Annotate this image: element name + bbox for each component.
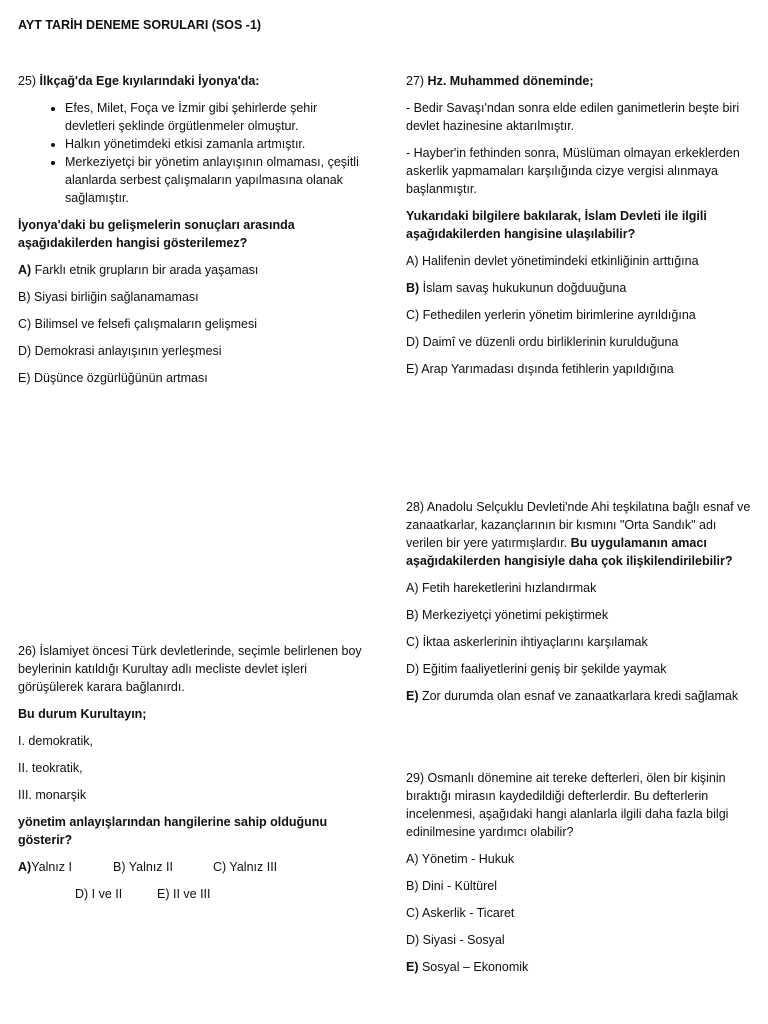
question-28 bbox=[406, 498, 751, 714]
question-25-bullets bbox=[18, 99, 363, 207]
option-a[interactable]: A) Farklı etnik grupların bir arada yaşaması bbox=[18, 263, 259, 277]
list-item: • Merkeziyetçi bir yönetim anlayışının olmaması, çeşitli alanlarda serbest çalışmaların yapılmasına olanak sağlamıştır. bbox=[65, 153, 363, 207]
option-c[interactable]: C) Bilimsel ve felsefi çalışmaların gelişmesi bbox=[18, 317, 257, 331]
option-d[interactable]: D) Siyasi - Sosyal bbox=[406, 933, 505, 947]
option-e[interactable]: E) Sosyal – Ekonomik bbox=[406, 960, 529, 974]
question-27-line-2: - Hayber'in fethinden sonra, Müslüman olmayan erkeklerden askerlik yapmamaları karşılığında cizye vergisi alınmaya başlanmıştır. bbox=[406, 146, 740, 196]
question-29-stem: 29) Osmanlı dönemine ait tereke defterleri, ölen bir kişinin bıraktığı mirasın kaydedildiği defterlerdir. Bu defterlerin incelenmesi, aşağıdaki hangi alanlarla ilgili daha fazla bilgi edinilmesine yardımcı olabilir? bbox=[406, 771, 729, 839]
option-d[interactable]: D) Eğitim faaliyetlerini geniş bir şekilde yaymak bbox=[406, 662, 667, 676]
list-item: • Halkın yönetimdeki etkisi zamanla artmıştır. bbox=[65, 135, 363, 153]
option-e[interactable]: E) Düşünce özgürlüğünün artması bbox=[18, 371, 208, 385]
question-26-stem: 26) İslamiyet öncesi Türk devletlerinde, seçimle belirlenen boy beylerinin katıldığı Kurultay adlı mecliste devlet işleri görüşülerek karara bağlanırdı. bbox=[18, 644, 362, 694]
question-26-lead: Bu durum Kurultayın; bbox=[18, 707, 147, 721]
list-item: II. teokratik, bbox=[18, 761, 83, 775]
question-26-prompt: yönetim anlayışlarından hangilerine sahip olduğunu gösterir? bbox=[18, 815, 328, 847]
option-d[interactable]: D) Daimî ve düzenli ordu birliklerinin kurulduğuna bbox=[406, 335, 679, 349]
option-c[interactable]: C) Askerlik - Ticaret bbox=[406, 906, 515, 920]
option-d[interactable]: D) Demokrasi anlayışının yerleşmesi bbox=[18, 344, 222, 358]
option-c[interactable]: C) Fethedilen yerlerin yönetim birimlerine ayrıldığına bbox=[406, 308, 696, 322]
question-26 bbox=[18, 642, 363, 912]
option-b[interactable]: B) Siyasi birliğin sağlanamaması bbox=[18, 290, 199, 304]
question-27-line-1: - Bedir Savaşı'ndan sonra elde edilen ganimetlerin beşte biri devlet hazinesine aktarılmıştır. bbox=[406, 101, 740, 133]
option-b[interactable]: B) İslam savaş hukukunun doğduuğuna bbox=[406, 281, 627, 295]
option-d[interactable]: D) I ve II bbox=[75, 887, 123, 901]
question-27-stem: 27) Hz. Muhammed döneminde; bbox=[406, 74, 594, 88]
option-c[interactable]: C) İktaa askerlerinin ihtiyaçlarını karşılamak bbox=[406, 635, 648, 649]
list-item: • Efes, Milet, Foça ve İzmir gibi şehirlerde şehir devletleri şeklinde örgütlenmeler olmuştur. bbox=[65, 99, 363, 135]
list-item: I. demokratik, bbox=[18, 734, 94, 748]
option-e[interactable]: E) II ve III bbox=[157, 887, 211, 901]
question-25-stem: 25) İlkçağ'da Ege kıyılarındaki İyonya'da: bbox=[18, 74, 260, 88]
option-b[interactable]: B) Yalnız II bbox=[113, 860, 173, 874]
option-e[interactable]: E) Arap Yarımadası dışında fetihlerin yapıldığına bbox=[406, 362, 674, 376]
question-25-prompt: İyonya'daki bu gelişmelerin sonuçları arasında aşağıdakilerden hangisi gösterilemez? bbox=[18, 218, 295, 250]
question-25 bbox=[18, 72, 363, 396]
question-28-stem: 28) Anadolu Selçuklu Devleti'nde Ahi teşkilatına bağlı esnaf ve zanaatkarlar, kazançlarının bir kısmını "Orta Sandık" adı verilen bir yere yatırmışlardır. Bu uygulamanın amacı aşağıdakilerden hangisiyle daha çok ilişkilendirilebilir? bbox=[406, 500, 751, 568]
option-e[interactable]: E) Zor durumda olan esnaf ve zanaatkarlara kredi sağlamak bbox=[406, 689, 739, 703]
option-b[interactable]: B) Dini - Kültürel bbox=[406, 879, 497, 893]
options-row-1 bbox=[18, 858, 363, 876]
question-27-prompt: Yukarıdaki bilgilere bakılarak, İslam Devleti ile ilgili aşağıdakilerden hangisine ulaşılabilir? bbox=[406, 209, 707, 241]
option-a[interactable]: A) Halifenin devlet yönetimindeki etkinliğinin arttığına bbox=[406, 254, 699, 268]
option-a[interactable]: A)Yalnız I bbox=[18, 860, 72, 874]
option-c[interactable]: C) Yalnız III bbox=[213, 860, 278, 874]
option-b[interactable]: B) Merkeziyetçi yönetimi pekiştirmek bbox=[406, 608, 609, 622]
option-a[interactable]: A) Yönetim - Hukuk bbox=[406, 852, 515, 866]
options-row-2 bbox=[18, 885, 363, 903]
page-title: AYT TARİH DENEME SORULARI (SOS -1) bbox=[18, 18, 262, 32]
option-a[interactable]: A) Fetih hareketlerini hızlandırmak bbox=[406, 581, 597, 595]
question-27 bbox=[406, 72, 751, 387]
question-29 bbox=[406, 769, 751, 985]
list-item: III. monarşik bbox=[18, 788, 87, 802]
